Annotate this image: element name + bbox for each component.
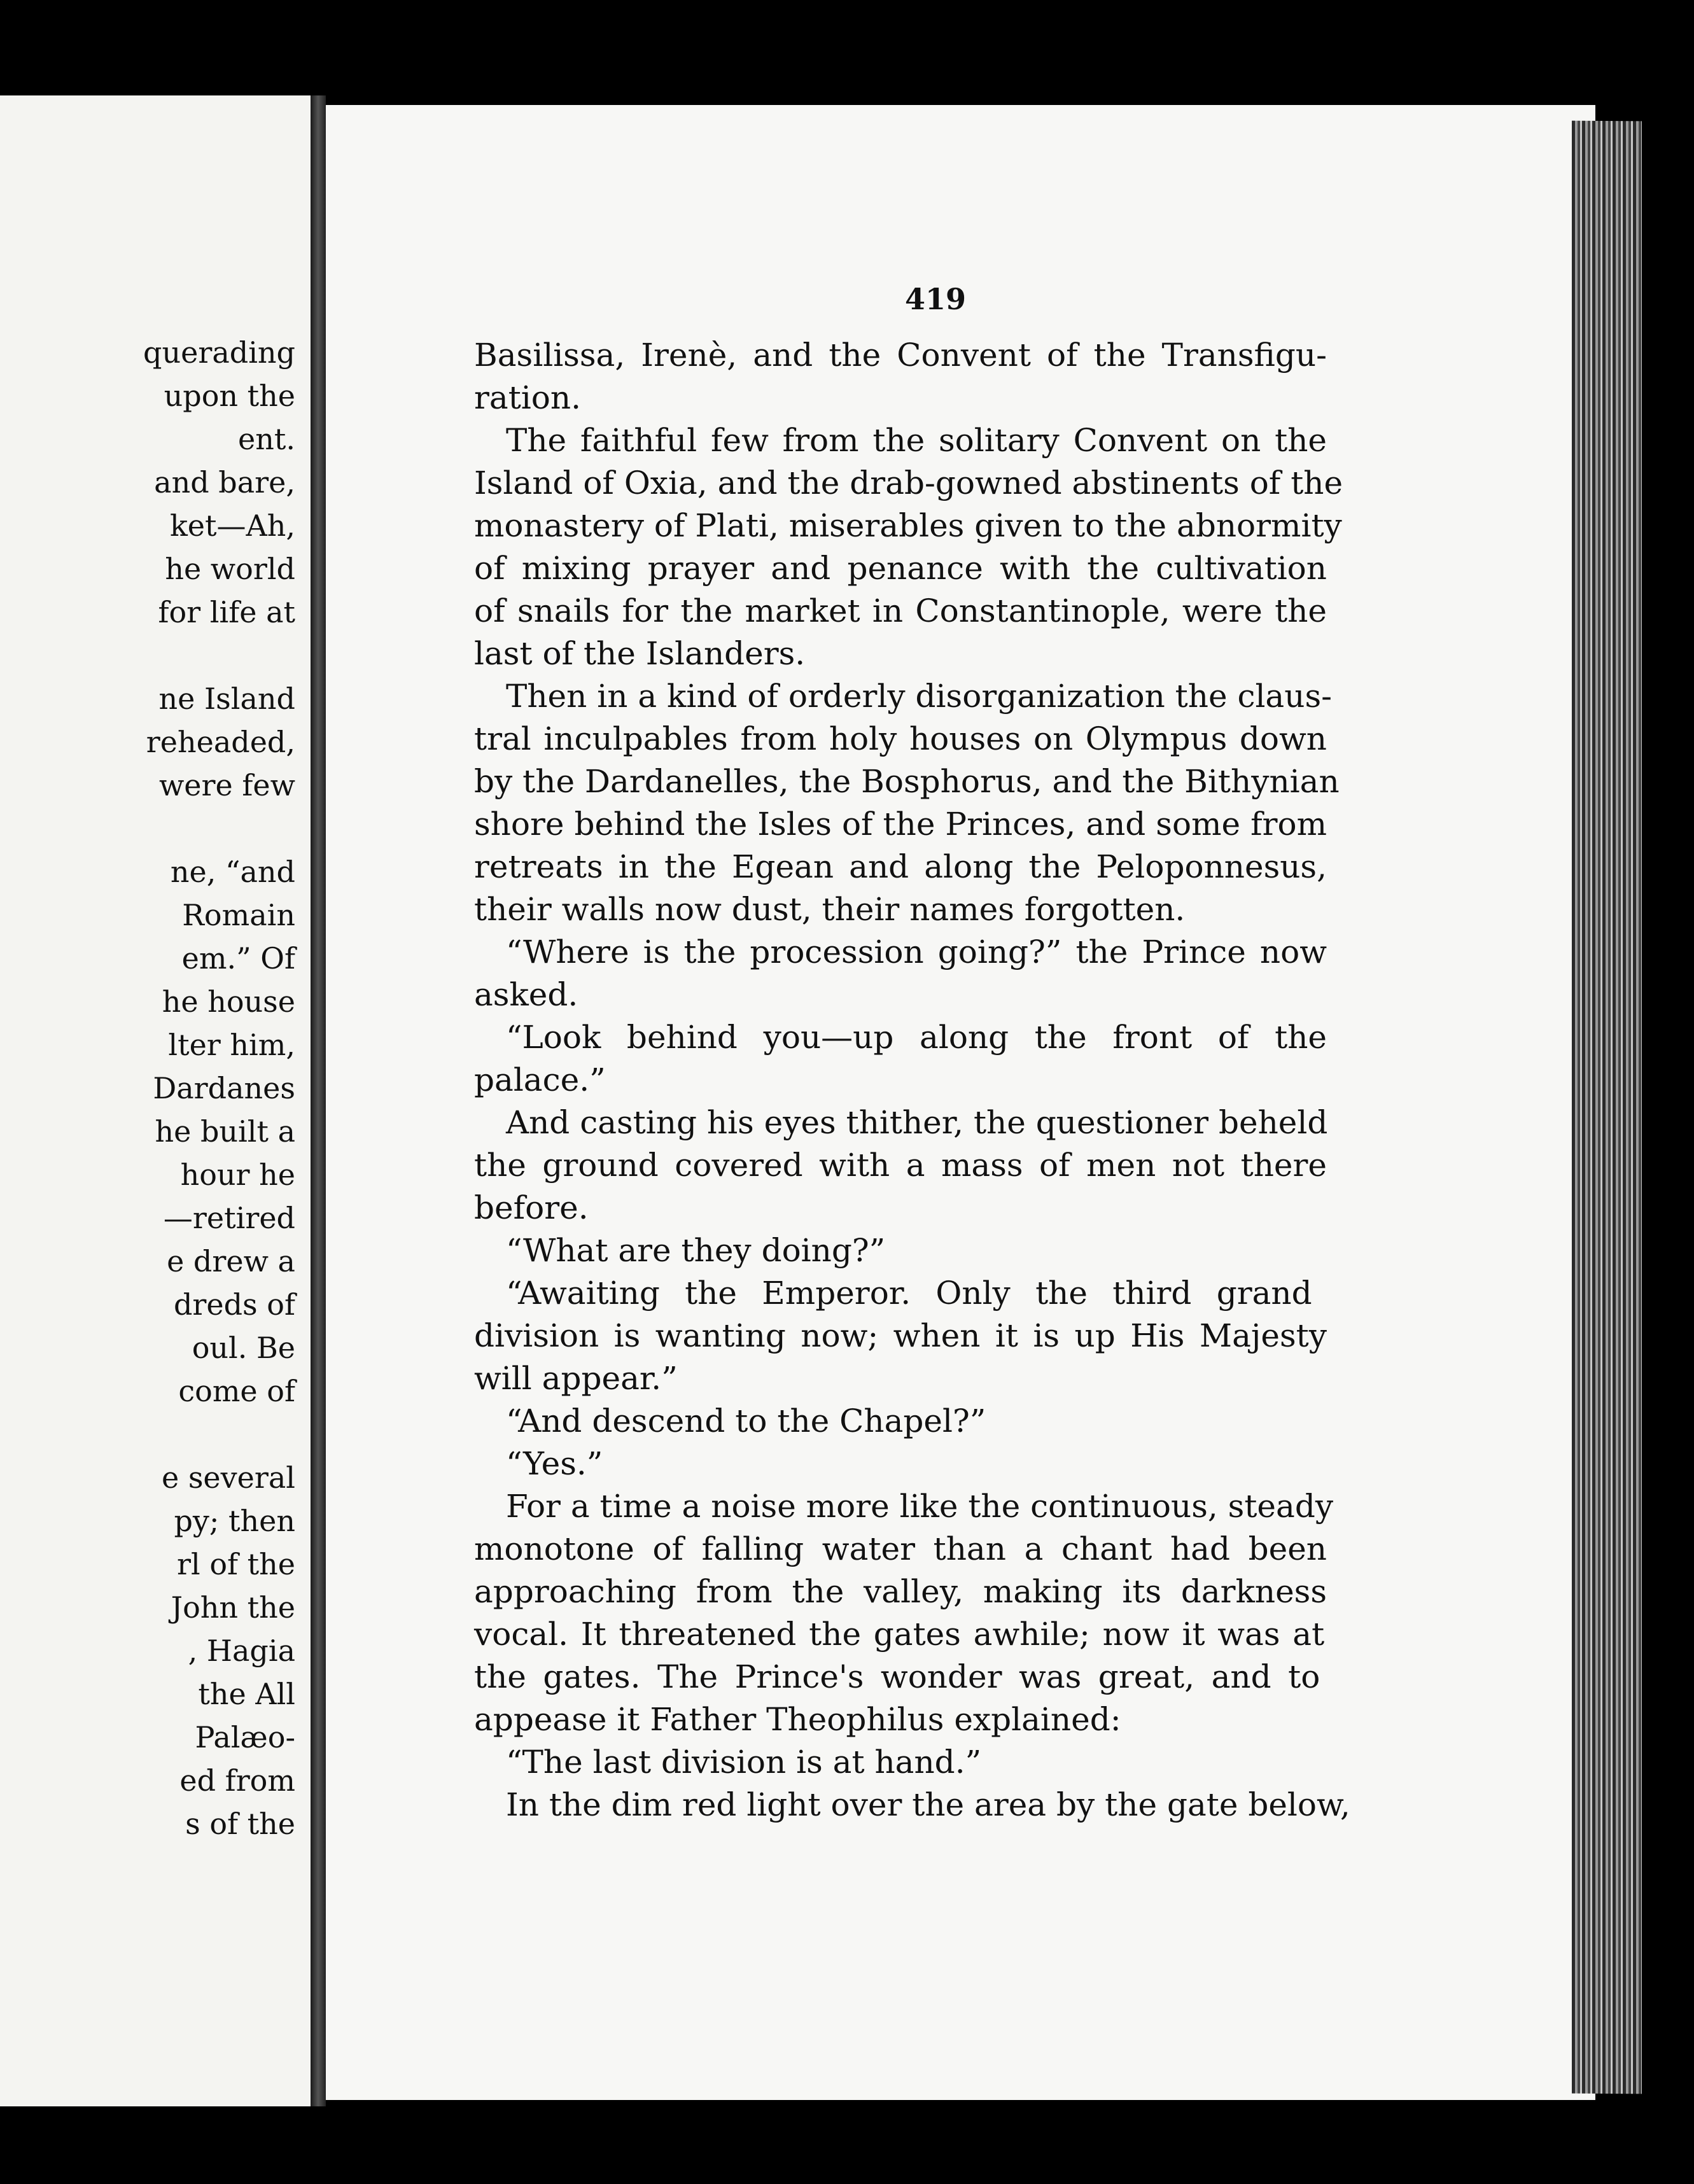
- body-line: “Awaiting the Emperor. Only the third grand: [506, 1275, 1312, 1312]
- body-line: palace.”: [474, 1061, 606, 1098]
- left-page-line: John the: [171, 1590, 295, 1625]
- body-line: division is wanting now; when it is up His Majesty: [474, 1317, 1327, 1354]
- body-line: before.: [474, 1189, 589, 1226]
- left-page-line: ed from: [179, 1763, 295, 1798]
- body-line: approaching from the valley, making its darkness: [474, 1573, 1327, 1610]
- left-page-line: s of the: [185, 1807, 295, 1841]
- left-page-line: rl of the: [177, 1547, 295, 1581]
- left-page-line: upon the: [164, 379, 295, 413]
- body-line: ration.: [474, 379, 581, 416]
- body-line: of snails for the market in Constantinople, were the: [474, 592, 1327, 629]
- body-line: will appear.”: [474, 1360, 678, 1397]
- body-line: by the Dardanelles, the Bosphorus, and the Bithynian: [474, 763, 1340, 800]
- body-line: last of the Islanders.: [474, 635, 806, 672]
- body-line: monotone of falling water than a chant had been: [474, 1530, 1327, 1567]
- left-page-line: [143, 1413, 295, 1456]
- body-line: “What are they doing?”: [506, 1232, 886, 1269]
- left-page-line: dreds of: [173, 1287, 295, 1322]
- left-page-line: reheaded,: [146, 725, 295, 759]
- left-page-line: come of: [178, 1374, 295, 1408]
- left-page: [0, 95, 312, 2106]
- left-page-line: hour he: [180, 1158, 295, 1192]
- left-page-line: [143, 634, 295, 677]
- body-line: The faithful few from the solitary Convent on the: [506, 422, 1327, 459]
- body-line: asked.: [474, 976, 578, 1013]
- body-text: [474, 334, 1350, 1826]
- background-edge: [1642, 127, 1694, 2184]
- left-page-line: Dardanes: [153, 1071, 295, 1105]
- body-line: their walls now dust, their names forgotten.: [474, 891, 1186, 928]
- left-page-line: ne Island: [158, 682, 295, 716]
- body-line: And casting his eyes thither, the questioner beheld: [506, 1104, 1328, 1141]
- left-page-line: for life at: [158, 595, 295, 629]
- body-line: For a time a noise more like the continuous, steady: [506, 1488, 1334, 1525]
- body-line: retreats in the Egean and along the Peloponnesus,: [474, 848, 1327, 885]
- body-line: Island of Oxia, and the drab-gowned abstinents of the: [474, 465, 1343, 501]
- left-page-line: , Hagia: [188, 1634, 295, 1668]
- left-page-line: py; then: [174, 1504, 295, 1538]
- left-page-line: lter him,: [168, 1028, 295, 1062]
- page-edges: [1572, 121, 1642, 2094]
- left-page-line: the All: [198, 1677, 295, 1711]
- body-line: “The last division is at hand.”: [506, 1744, 982, 1781]
- left-page-line: querading: [143, 335, 295, 370]
- body-line: Then in a kind of orderly disorganization the claus-: [506, 678, 1332, 715]
- book-gutter: [311, 95, 326, 2106]
- body-line: “Where is the procession going?” the Prince now: [506, 934, 1327, 970]
- left-page-line: Palæo-: [195, 1720, 295, 1754]
- body-line: “And descend to the Chapel?”: [506, 1403, 986, 1439]
- right-page: [326, 105, 1595, 2100]
- body-line: Basilissa, Irenè, and the Convent of the Transfigu-: [474, 337, 1327, 374]
- left-page-line: e drew a: [167, 1244, 295, 1278]
- body-line: In the dim red light over the area by the gate below,: [506, 1786, 1350, 1823]
- left-page-line: were few: [158, 768, 295, 802]
- left-page-line: ne, “and: [170, 855, 295, 889]
- left-page-line: he world: [165, 552, 295, 586]
- body-line: shore behind the Isles of the Princes, and some from: [474, 806, 1327, 843]
- body-line: appease it Father Theophilus explained:: [474, 1701, 1121, 1738]
- body-line: monastery of Plati, miserables given to the abnormity: [474, 507, 1342, 544]
- body-line: “Yes.”: [506, 1445, 603, 1482]
- left-page-line: ket—Ah,: [169, 508, 295, 543]
- left-page-line: Romain: [182, 898, 295, 932]
- left-page-line: ent.: [238, 422, 295, 456]
- left-page-text: [143, 331, 295, 1845]
- left-page-line: oul. Be: [192, 1331, 295, 1365]
- page-number: 419: [905, 282, 967, 316]
- body-line: the ground covered with a mass of men not there: [474, 1147, 1327, 1184]
- left-page-line: [143, 807, 295, 850]
- left-page-line: and bare,: [154, 465, 295, 500]
- left-page-line: em.” Of: [181, 941, 295, 976]
- body-line: tral inculpables from holy houses on Olympus down: [474, 720, 1327, 757]
- left-page-line: he built a: [155, 1114, 295, 1149]
- left-page-line: he house: [162, 984, 295, 1019]
- body-line: “Look behind you—up along the front of the: [506, 1019, 1327, 1056]
- body-line: the gates. The Prince's wonder was great, and to: [474, 1658, 1320, 1695]
- left-page-line: e several: [161, 1460, 295, 1495]
- left-page-line: —retired: [163, 1201, 295, 1235]
- body-line: of mixing prayer and penance with the cultivation: [474, 550, 1327, 587]
- body-line: vocal. It threatened the gates awhile; now it was at: [474, 1616, 1325, 1653]
